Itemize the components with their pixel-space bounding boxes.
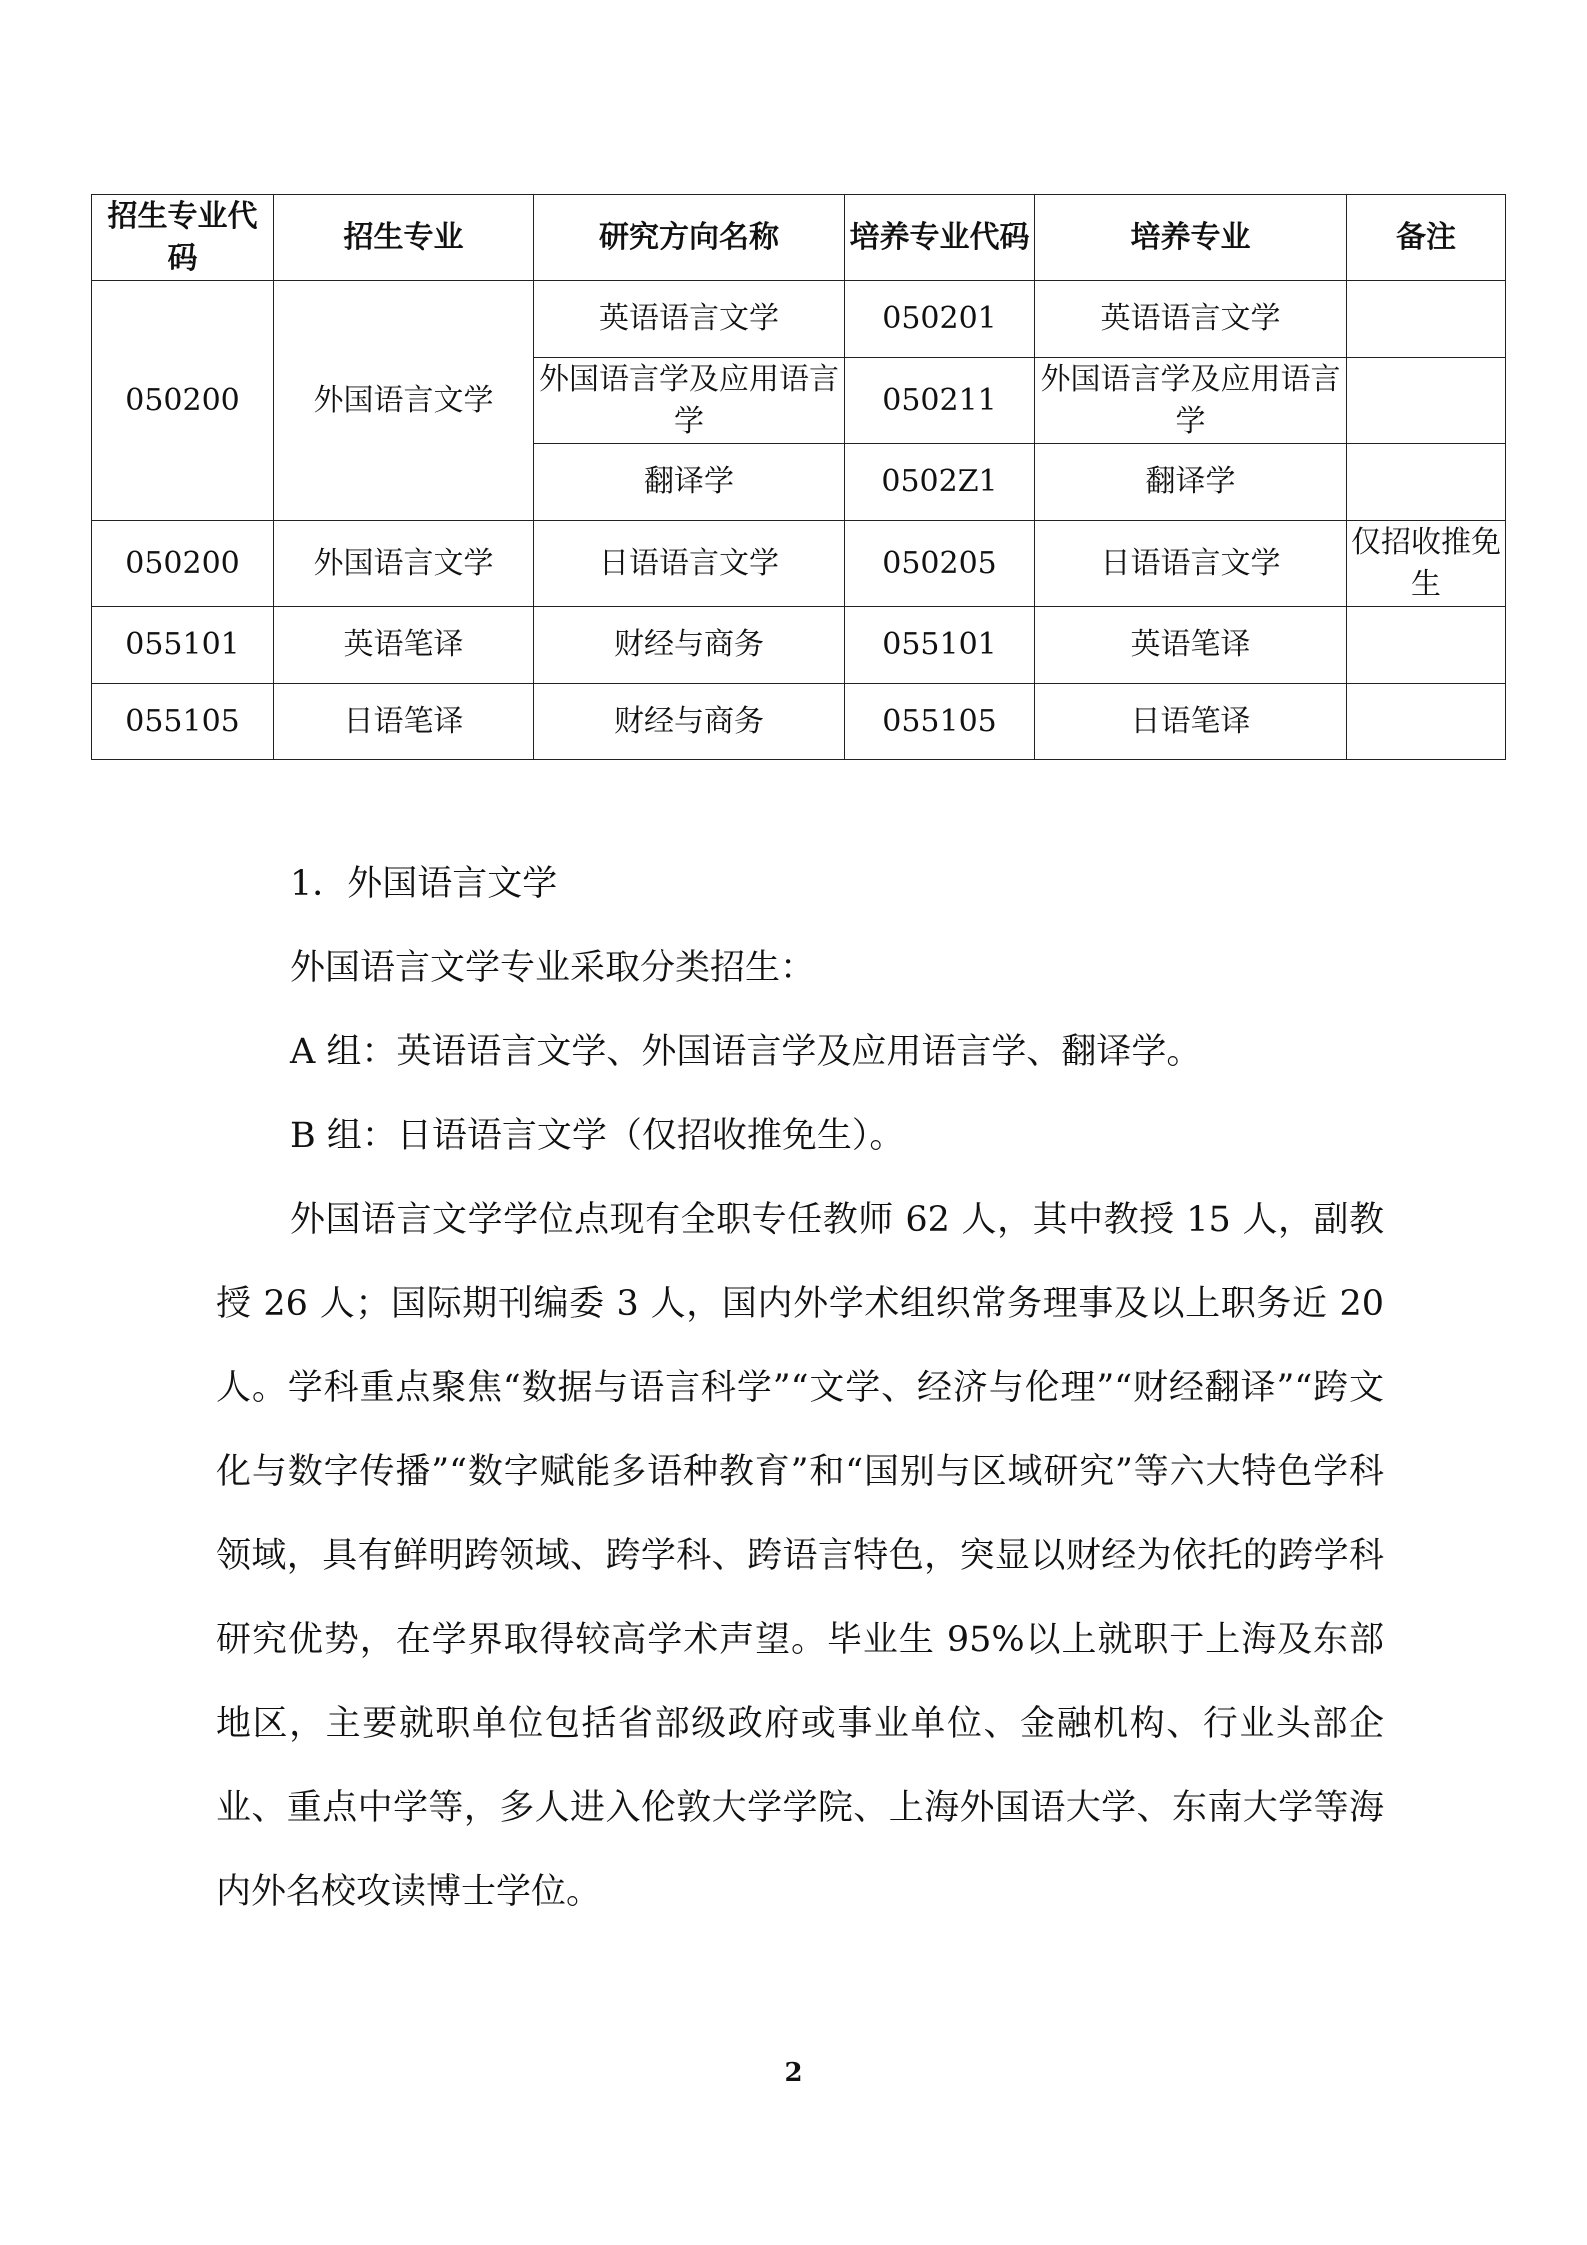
cell-train-code: 050201	[845, 281, 1035, 358]
body-paragraph: 外国语言文学学位点现有全职专任教师 62 人，其中教授 15 人，副教授 26 人；国际期刊编委 3 人，国内外学术组织常务理事及以上职务近 20 人。学科重点聚焦“数据与语言科学”“文学、经济与伦理”“财经翻译”“跨文化与数字传播”“数字赋能多语种教育”和“国别与区域研究”等六大特色学科领域，具有鲜明跨领域、跨学科、跨语言特色，突显以财经为依托的跨学科研究优势，在学界取得较高学术声望。毕业生 95%以上就职于上海及东部地区，主要就职单位包括省部级政府或事业单位、金融机构、行业头部企业、重点中学等，多人进入伦敦大学学院、上海外国语大学、东南大学等海内外名校攻读博士学位。	[216, 1200, 1384, 1912]
cell-train-code: 055101	[845, 607, 1035, 684]
intro-paragraph: 外国语言文学专业采取分类招生：	[290, 948, 816, 988]
page-number: 2	[784, 2058, 803, 2088]
cell-train-major: 英语语言文学	[1035, 281, 1347, 358]
cell-enroll-major: 英语笔译	[274, 607, 534, 684]
header-direction: 研究方向名称	[534, 195, 845, 281]
cell-enroll-major: 外国语言文学	[274, 521, 534, 607]
cell-direction: 财经与商务	[534, 607, 845, 684]
cell-enroll-code: 050200	[92, 281, 274, 521]
cell-train-code: 050205	[845, 521, 1035, 607]
header-note: 备注	[1347, 195, 1506, 281]
cell-note	[1347, 684, 1506, 760]
table-row	[92, 281, 1506, 358]
table-row	[92, 684, 1506, 760]
header-train-major: 培养专业	[1035, 195, 1347, 281]
cell-enroll-code: 055105	[92, 684, 274, 760]
admissions-table	[91, 194, 1506, 760]
header-train-code: 培养专业代码	[845, 195, 1035, 281]
cell-train-major: 日语笔译	[1035, 684, 1347, 760]
group-b-paragraph: B 组：日语语言文学（仅招收推免生）。	[290, 1116, 905, 1156]
cell-train-code: 0502Z1	[845, 444, 1035, 521]
table-row	[92, 521, 1506, 607]
section-heading: 1．外国语言文学	[290, 864, 558, 904]
cell-direction: 外国语言学及应用语言学	[534, 358, 845, 444]
cell-enroll-code: 055101	[92, 607, 274, 684]
cell-train-major: 外国语言学及应用语言学	[1035, 358, 1347, 444]
table-row	[92, 607, 1506, 684]
cell-direction: 财经与商务	[534, 684, 845, 760]
cell-train-code: 050211	[845, 358, 1035, 444]
header-enroll-major: 招生专业	[274, 195, 534, 281]
cell-note	[1347, 281, 1506, 358]
header-enroll-code: 招生专业代码	[92, 195, 274, 281]
cell-note	[1347, 358, 1506, 444]
cell-note	[1347, 444, 1506, 521]
table-header-row	[92, 195, 1506, 281]
cell-note: 仅招收推免生	[1347, 521, 1506, 607]
cell-enroll-major: 外国语言文学	[274, 281, 534, 521]
cell-note	[1347, 607, 1506, 684]
cell-train-major: 日语语言文学	[1035, 521, 1347, 607]
group-a-paragraph: A 组：英语语言文学、外国语言学及应用语言学、翻译学。	[290, 1032, 1202, 1072]
cell-train-major: 英语笔译	[1035, 607, 1347, 684]
cell-direction: 翻译学	[534, 444, 845, 521]
cell-direction: 日语语言文学	[534, 521, 845, 607]
cell-enroll-code: 050200	[92, 521, 274, 607]
cell-enroll-major: 日语笔译	[274, 684, 534, 760]
cell-direction: 英语语言文学	[534, 281, 845, 358]
cell-train-code: 055105	[845, 684, 1035, 760]
section-intro	[216, 842, 1384, 1178]
cell-train-major: 翻译学	[1035, 444, 1347, 521]
